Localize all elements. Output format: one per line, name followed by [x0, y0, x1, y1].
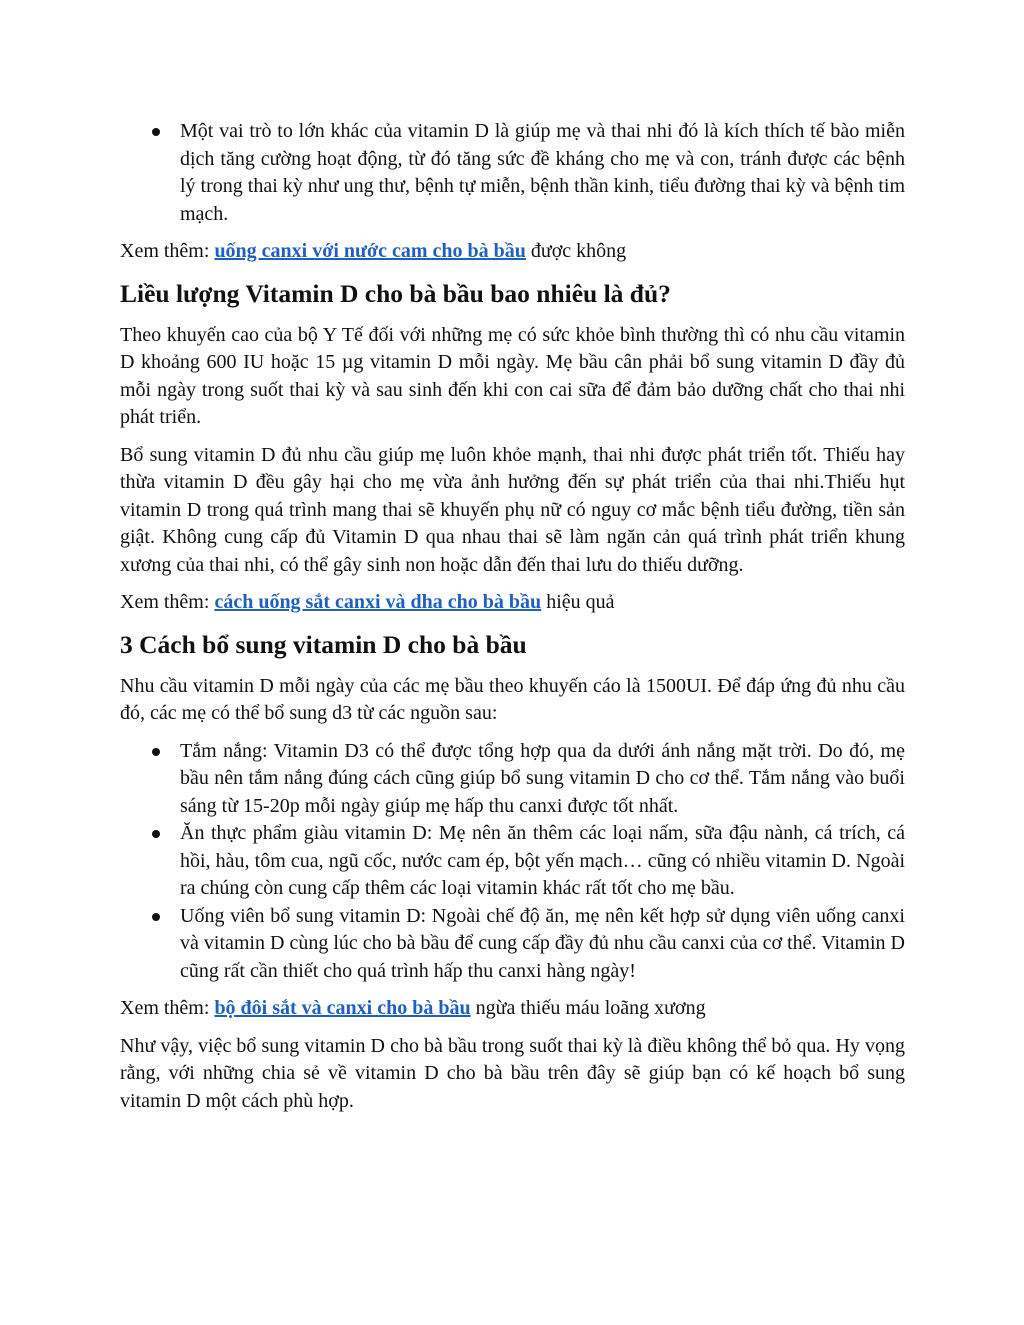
see-more-prefix: Xem thêm:	[120, 997, 215, 1019]
list-item-text: Uống viên bổ sung vitamin D: Ngoài chế độ ăn, mẹ nên kết hợp sử dụng viên uống canxi và vitamin D cùng lúc cho bà bầu để cung cấp đầy đủ nhu cầu canxi của cơ thể. Vitamin D cũng rất cần thiết cho quá trình hấp thu canxi hàng ngày!	[180, 904, 905, 982]
see-more-link[interactable]: cách uống sắt canxi và dha cho bà bầu	[214, 591, 542, 613]
see-more-suffix: ngừa thiếu máu loãng xương	[470, 997, 706, 1019]
methods-bullet-list	[120, 738, 905, 986]
see-more-paragraph	[120, 238, 905, 266]
see-more-suffix: được không	[525, 240, 627, 262]
see-more-prefix: Xem thêm:	[120, 591, 215, 613]
see-more-prefix: Xem thêm:	[120, 240, 215, 262]
top-bullet-list	[120, 118, 905, 228]
see-more-paragraph	[120, 589, 905, 617]
paragraph: Như vậy, việc bổ sung vitamin D cho bà bầu trong suốt thai kỳ là điều không thể bỏ qua. Hy vọng rằng, với những chia sẻ về vitamin D cho bà bầu trên đây sẽ giúp bạn có kế hoạch bổ sung vitamin D một cách phù hợp.	[120, 1034, 905, 1112]
list-item	[120, 118, 905, 228]
see-more-paragraph	[120, 995, 905, 1023]
paragraph: Theo khuyến cao của bộ Y Tế đối với những mẹ có sức khỏe bình thường thì có nhu cầu vitamin D khoảng 600 IU hoặc 15 µg vitamin D mỗi ngày. Mẹ bầu cân phải bổ sung vitamin D đầy đủ mỗi ngày trong suốt thai kỳ và sau sinh đến khi con cai sữa để đảm bảo dưỡng chất cho thai nhi phát triển.	[120, 323, 905, 428]
list-item-text: Ăn thực phẩm giàu vitamin D: Mẹ nên ăn thêm các loại nấm, sữa đậu nành, cá trích, cá hồi, hàu, tôm cua, ngũ cốc, nước cam ép, bột yến mạch… cũng có nhiều vitamin D. Ngoài ra chúng còn cung cấp thêm các loại vitamin khác rất tốt cho mẹ bầu.	[180, 822, 905, 899]
paragraph: Nhu cầu vitamin D mỗi ngày của các mẹ bầu theo khuyến cáo là 1500UI. Để đáp ứng đủ nhu cầu đó, các mẹ có thể bổ sung d3 từ các nguồn sau:	[120, 674, 905, 724]
section-heading: Liều lượng Vitamin D cho bà bầu bao nhiêu là đủ?	[120, 278, 671, 308]
list-item	[120, 738, 905, 821]
see-more-suffix: hiệu quả	[541, 591, 615, 613]
bullet-icon	[152, 830, 160, 838]
list-item	[120, 903, 905, 986]
bullet-icon	[152, 128, 160, 136]
see-more-link[interactable]: uống canxi với nước cam cho bà bầu	[214, 240, 526, 262]
document-page	[120, 118, 905, 1125]
paragraph: Bổ sung vitamin D đủ nhu cầu giúp mẹ luôn khỏe mạnh, thai nhi được phát triển tốt. Thiếu hay thừa vitamin D đều gây hại cho mẹ vừa ảnh hưởng đến sự phát triển của thai nhi.Thiếu hụt vitamin D trong quá trình mang thai sẽ khuyến phụ nữ có nguy cơ mắc bệnh tiểu đường, tiền sản giật. Không cung cấp đủ Vitamin D qua nhau thai sẽ làm ngăn cản quá trình phát triển khung xương của thai nhi, có thể gây sinh non hoặc dẫn đến thai lưu do thiếu dưỡng.	[120, 443, 905, 576]
list-item	[120, 820, 905, 903]
see-more-link[interactable]: bộ đôi sắt và canxi cho bà bầu	[214, 997, 471, 1019]
list-item-text: Tắm nắng: Vitamin D3 có thể được tổng hợp qua da dưới ánh nắng mặt trời. Do đó, mẹ bầu nên tắm nắng đúng cách cũng giúp bổ sung vitamin D cho cơ thể. Tắm nắng vào buổi sáng từ 15-20p mỗi ngày giúp mẹ hấp thu canxi được tốt nhất.	[180, 739, 905, 817]
bullet-icon	[152, 748, 160, 756]
list-item-text: Một vai trò to lớn khác của vitamin D là giúp mẹ và thai nhi đó là kích thích tế bào miễn dịch tăng cường hoạt động, từ đó tăng sức đề kháng cho mẹ và con, tránh được các bệnh lý trong thai kỳ như ung thư, bệnh tự miễn, bệnh thần kinh, tiểu đường thai kỳ và bệnh tim mạch.	[180, 120, 905, 225]
bullet-icon	[152, 913, 160, 921]
section-heading: 3 Cách bổ sung vitamin D cho bà bầu	[120, 629, 527, 659]
